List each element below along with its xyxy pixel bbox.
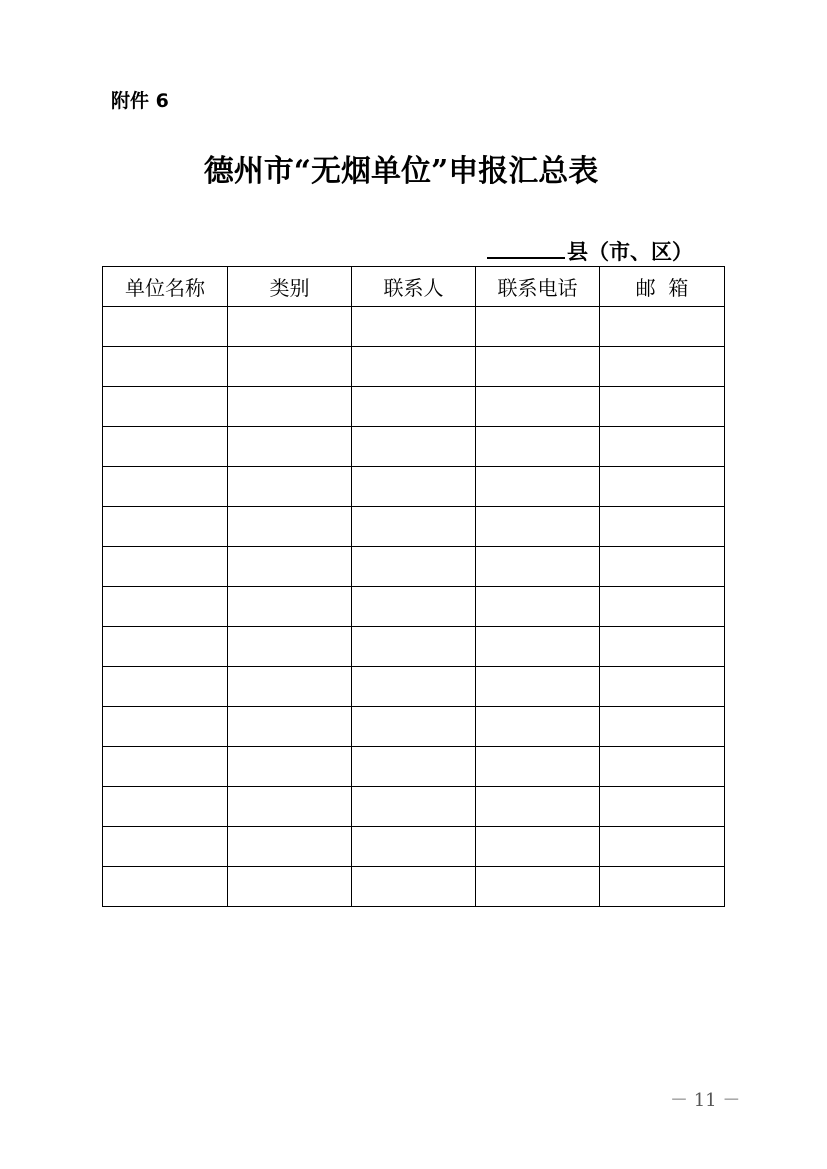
table-cell-contact-person[interactable]: [352, 467, 476, 507]
column-header-email: 邮 箱: [600, 267, 725, 307]
table-cell-contact-phone[interactable]: [476, 707, 600, 747]
county-field: [487, 235, 693, 267]
table-cell-email[interactable]: [600, 827, 725, 867]
table-cell-contact-phone[interactable]: [476, 547, 600, 587]
table-cell-contact-person[interactable]: [352, 307, 476, 347]
page-number: － 11 －: [670, 1090, 741, 1111]
table-cell-email[interactable]: [600, 467, 725, 507]
table-row: [103, 347, 725, 387]
table-cell-contact-phone[interactable]: [476, 307, 600, 347]
table-row: [103, 787, 725, 827]
table-cell-unit-name[interactable]: [103, 867, 228, 907]
table-row: [103, 427, 725, 467]
column-header-contact-phone: 联系电话: [476, 267, 600, 307]
table-header-row: [103, 267, 725, 307]
table-cell-unit-name[interactable]: [103, 507, 228, 547]
summary-table: [102, 266, 725, 907]
table-cell-unit-name[interactable]: [103, 347, 228, 387]
table-cell-unit-name[interactable]: [103, 627, 228, 667]
table-cell-unit-name[interactable]: [103, 827, 228, 867]
table-cell-category[interactable]: [228, 427, 352, 467]
table-body: [103, 307, 725, 907]
table-cell-category[interactable]: [228, 827, 352, 867]
table-row: [103, 707, 725, 747]
table-cell-contact-person[interactable]: [352, 707, 476, 747]
table-row: [103, 547, 725, 587]
table-cell-email[interactable]: [600, 587, 725, 627]
table-cell-contact-person[interactable]: [352, 347, 476, 387]
table-cell-contact-phone[interactable]: [476, 427, 600, 467]
table-cell-category[interactable]: [228, 547, 352, 587]
table-cell-category[interactable]: [228, 467, 352, 507]
table-cell-contact-person[interactable]: [352, 867, 476, 907]
county-blank-line[interactable]: [487, 235, 565, 259]
table-row: [103, 387, 725, 427]
table-row: [103, 827, 725, 867]
table-cell-category[interactable]: [228, 627, 352, 667]
table-cell-contact-phone[interactable]: [476, 507, 600, 547]
table-cell-category[interactable]: [228, 347, 352, 387]
table-cell-email[interactable]: [600, 347, 725, 387]
table-cell-contact-phone[interactable]: [476, 787, 600, 827]
table-cell-unit-name[interactable]: [103, 387, 228, 427]
table-cell-category[interactable]: [228, 667, 352, 707]
table-cell-contact-person[interactable]: [352, 827, 476, 867]
table-cell-category[interactable]: [228, 707, 352, 747]
table-cell-contact-phone[interactable]: [476, 587, 600, 627]
table-cell-contact-phone[interactable]: [476, 387, 600, 427]
table-cell-category[interactable]: [228, 787, 352, 827]
table-cell-contact-person[interactable]: [352, 587, 476, 627]
table-cell-contact-person[interactable]: [352, 387, 476, 427]
table-cell-contact-phone[interactable]: [476, 827, 600, 867]
table-row: [103, 747, 725, 787]
table-cell-email[interactable]: [600, 667, 725, 707]
county-suffix-label: 县（市、区）: [567, 240, 693, 264]
table-cell-category[interactable]: [228, 587, 352, 627]
column-header-contact-person: 联系人: [352, 267, 476, 307]
table-cell-contact-person[interactable]: [352, 667, 476, 707]
table-cell-contact-phone[interactable]: [476, 667, 600, 707]
table-row: [103, 587, 725, 627]
table-cell-unit-name[interactable]: [103, 307, 228, 347]
table-cell-email[interactable]: [600, 387, 725, 427]
table-cell-contact-phone[interactable]: [476, 747, 600, 787]
table-cell-contact-person[interactable]: [352, 627, 476, 667]
column-header-unit-name: 单位名称: [103, 267, 228, 307]
table-cell-contact-phone[interactable]: [476, 347, 600, 387]
table-cell-email[interactable]: [600, 427, 725, 467]
table-cell-email[interactable]: [600, 507, 725, 547]
table-cell-unit-name[interactable]: [103, 707, 228, 747]
table-cell-category[interactable]: [228, 867, 352, 907]
table-cell-contact-person[interactable]: [352, 547, 476, 587]
table-row: [103, 307, 725, 347]
table-row: [103, 867, 725, 907]
table-cell-unit-name[interactable]: [103, 547, 228, 587]
table-cell-unit-name[interactable]: [103, 747, 228, 787]
table-cell-unit-name[interactable]: [103, 787, 228, 827]
table-cell-unit-name[interactable]: [103, 467, 228, 507]
table-cell-email[interactable]: [600, 307, 725, 347]
table-cell-unit-name[interactable]: [103, 427, 228, 467]
page-title: 德州市“无烟单位”申报汇总表: [203, 154, 599, 189]
table-cell-contact-phone[interactable]: [476, 627, 600, 667]
table-cell-email[interactable]: [600, 707, 725, 747]
table-cell-email[interactable]: [600, 867, 725, 907]
table-cell-category[interactable]: [228, 507, 352, 547]
table-cell-email[interactable]: [600, 787, 725, 827]
table-cell-category[interactable]: [228, 747, 352, 787]
table-cell-category[interactable]: [228, 387, 352, 427]
table-cell-contact-phone[interactable]: [476, 467, 600, 507]
table-cell-email[interactable]: [600, 747, 725, 787]
table-cell-contact-person[interactable]: [352, 427, 476, 467]
table-row: [103, 467, 725, 507]
column-header-category: 类别: [228, 267, 352, 307]
table-row: [103, 627, 725, 667]
table-cell-category[interactable]: [228, 307, 352, 347]
table-cell-contact-person[interactable]: [352, 787, 476, 827]
table-row: [103, 667, 725, 707]
table-cell-contact-person[interactable]: [352, 747, 476, 787]
table-cell-email[interactable]: [600, 547, 725, 587]
table-cell-email[interactable]: [600, 627, 725, 667]
table-cell-contact-phone[interactable]: [476, 867, 600, 907]
table-cell-contact-person[interactable]: [352, 507, 476, 547]
attachment-label: 附件 6: [111, 90, 169, 112]
table-cell-unit-name[interactable]: [103, 587, 228, 627]
table-row: [103, 507, 725, 547]
table-cell-unit-name[interactable]: [103, 667, 228, 707]
